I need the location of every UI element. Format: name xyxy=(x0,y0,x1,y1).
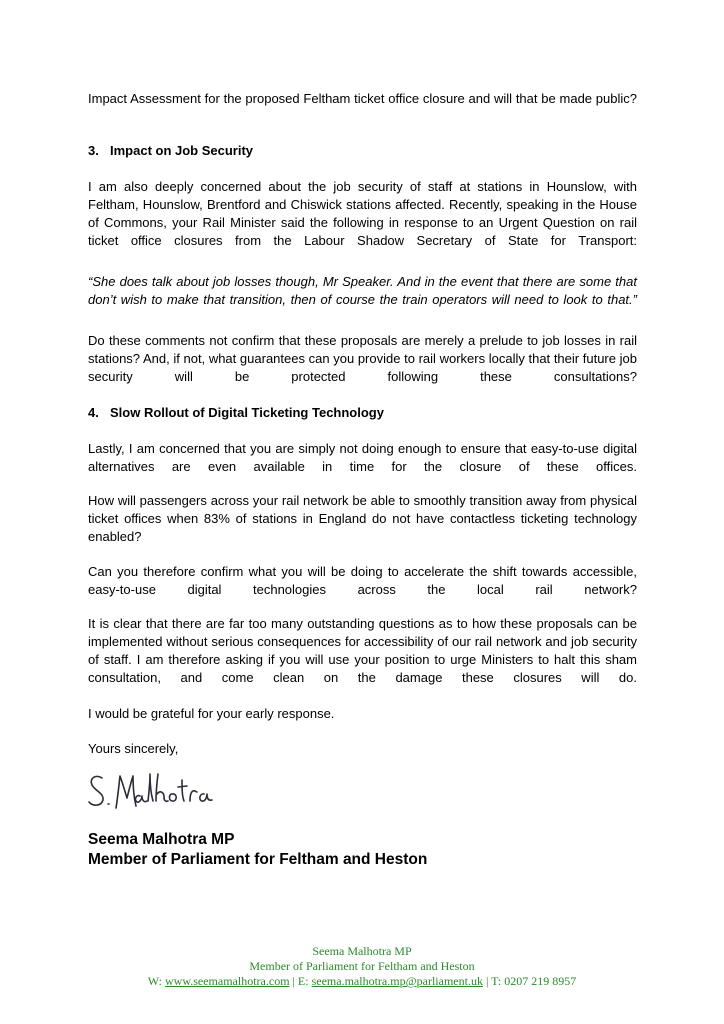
footer-separator-phone: | T: xyxy=(482,974,505,988)
footer-contact-line xyxy=(0,974,724,989)
footer-phone: 0207 219 8957 xyxy=(504,974,577,988)
footer-title: Member of Parliament for Feltham and Heston xyxy=(249,959,475,973)
signatory-title: Member of Parliament for Feltham and Heston xyxy=(88,851,428,868)
footer-separator-email: | E: xyxy=(289,974,312,988)
intro-paragraph: Impact Assessment for the proposed Feltham ticket office closure and will that be made public? xyxy=(88,91,637,106)
section-4-heading xyxy=(88,404,637,422)
digital-paragraph-3: Can you therefore confirm what you will be doing to accelerate the shift towards accessible, easy-to-use digital technologies across the local rail network? xyxy=(88,564,637,597)
section-3-number: 3. xyxy=(88,143,99,158)
job-security-paragraph-2: Do these comments not confirm that these proposals are merely a prelude to job losses in rail stations? And, if not, what guarantees can you provide to rail workers locally that their future job security will be protected following these consultations? xyxy=(88,333,637,384)
grateful-line: I would be grateful for your early response. xyxy=(88,706,335,721)
section-3-title: Impact on Job Security xyxy=(110,143,254,158)
job-security-paragraph-1: I am also deeply concerned about the job security of staff at stations in Hounslow, with Feltham, Hounslow, Brentford and Chiswick stations affected. Recently, speaking in the House of Commons, your Rail Minister said the following in response to an Urgent Question on rail ticket office closures from the Labour Shadow Secretary of State for Transport: xyxy=(88,179,637,248)
section-3-heading xyxy=(88,142,637,160)
footer-name: Seema Malhotra MP xyxy=(312,944,412,958)
footer-email-link[interactable]: seema.malhotra.mp@parliament.uk xyxy=(311,974,483,988)
signatory-name: Seema Malhotra MP xyxy=(88,831,235,848)
digital-paragraph-2: How will passengers across your rail network be able to smoothly transition away from physical ticket offices when 83% of stations in England do not have contactless ticketing technology enabled? xyxy=(88,493,637,544)
minister-quote: “She does talk about job losses though, Mr Speaker. And in the event that there are some that don’t wish to make that transition, then of course the train operators will need to look to that.” xyxy=(88,274,637,307)
footer-website-link[interactable]: www.seemamalhotra.com xyxy=(165,974,290,988)
closing-line: Yours sincerely, xyxy=(88,741,179,756)
section-4-number: 4. xyxy=(88,405,99,420)
conclusion-paragraph: It is clear that there are far too many outstanding questions as to how these proposals can be implemented without serious consequences for accessibility of our rail network and job security of staff. I am therefore asking if you will use your position to urge Ministers to halt this sham consultation, and come clean on the damage these closures will do. xyxy=(88,616,637,685)
footer-web-label: W: xyxy=(147,974,166,988)
digital-paragraph-1: Lastly, I am concerned that you are simply not doing enough to ensure that easy-to-use digital alternatives are even available in time for the closure of these offices. xyxy=(88,441,637,474)
handwritten-signature xyxy=(86,770,216,818)
section-4-title: Slow Rollout of Digital Ticketing Technology xyxy=(110,405,384,420)
